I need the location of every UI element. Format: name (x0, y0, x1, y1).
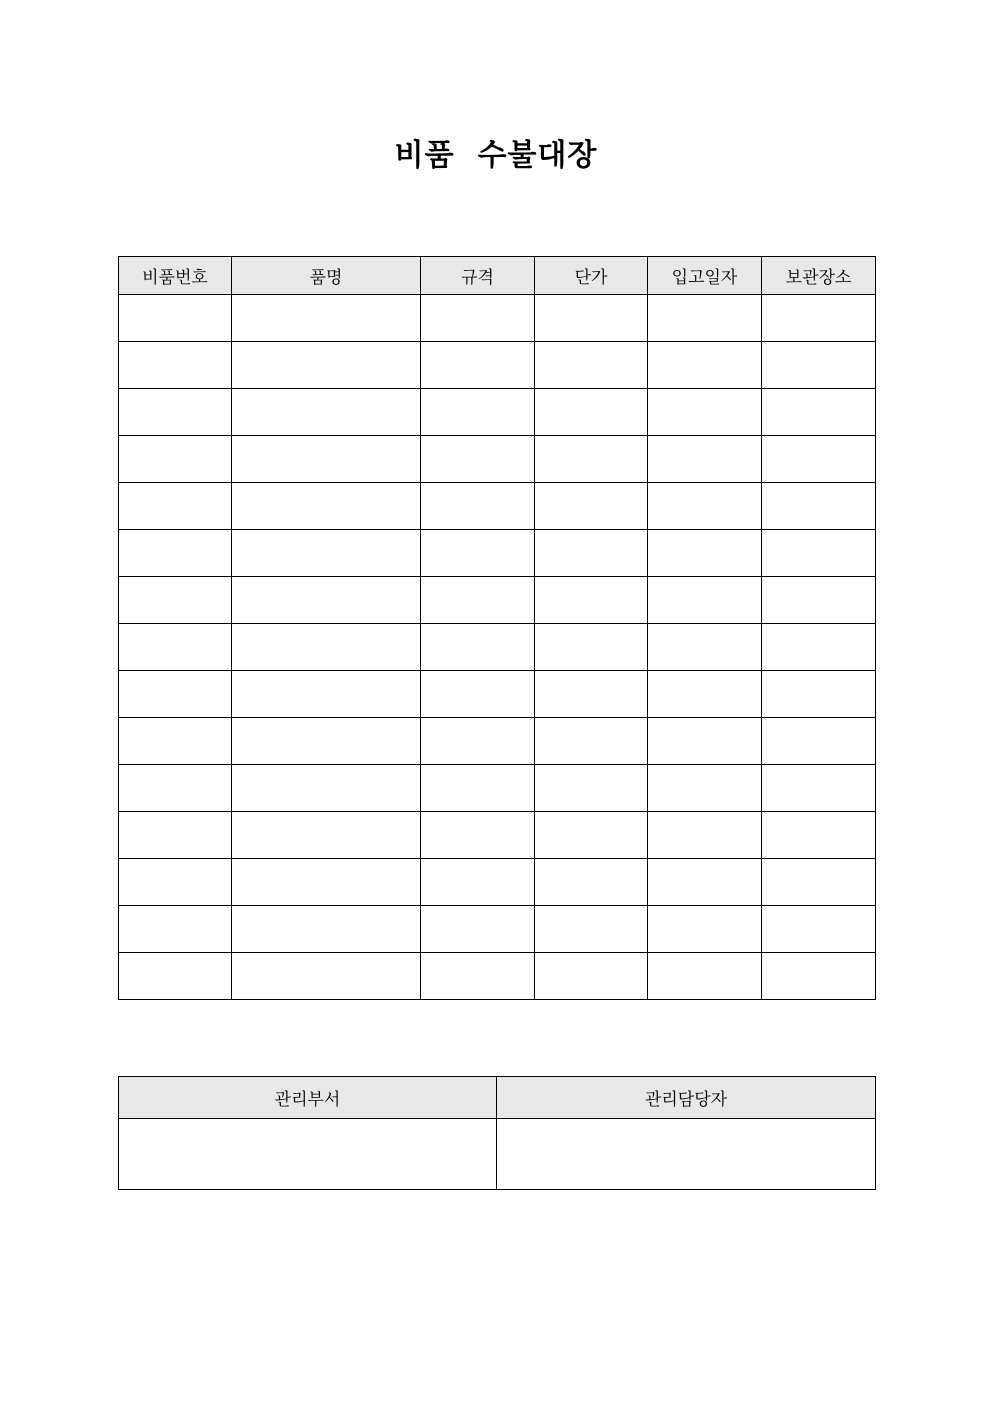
table-cell[interactable] (232, 765, 421, 812)
manager-table (118, 1076, 876, 1190)
table-cell[interactable] (119, 295, 232, 342)
table-cell[interactable] (762, 530, 876, 577)
table-cell[interactable] (119, 389, 232, 436)
table-row (119, 342, 876, 389)
table-cell[interactable] (762, 295, 876, 342)
table-cell[interactable] (232, 718, 421, 765)
table-cell[interactable] (421, 530, 535, 577)
table-cell[interactable] (119, 624, 232, 671)
table-cell[interactable] (535, 765, 648, 812)
table-row (119, 953, 876, 1000)
table-cell[interactable] (232, 812, 421, 859)
table-cell[interactable] (762, 765, 876, 812)
table-cell[interactable] (535, 624, 648, 671)
header-received-date: 입고일자 (648, 257, 762, 295)
table-cell[interactable] (232, 906, 421, 953)
table-cell[interactable] (535, 718, 648, 765)
table-cell[interactable] (762, 671, 876, 718)
table-cell[interactable] (535, 483, 648, 530)
table-cell[interactable] (119, 436, 232, 483)
table-cell[interactable] (119, 812, 232, 859)
table-row (119, 389, 876, 436)
table-row (119, 859, 876, 906)
header-unit-price: 단가 (535, 257, 648, 295)
table-cell[interactable] (648, 765, 762, 812)
table-cell[interactable] (648, 718, 762, 765)
table-row (119, 906, 876, 953)
managing-department-cell[interactable] (119, 1119, 497, 1190)
header-spec: 규격 (421, 257, 535, 295)
table-cell[interactable] (421, 671, 535, 718)
table-cell[interactable] (421, 389, 535, 436)
table-row (119, 577, 876, 624)
ledger-body (119, 295, 876, 1000)
manager-in-charge-cell[interactable] (497, 1119, 876, 1190)
table-cell[interactable] (762, 906, 876, 953)
table-cell[interactable] (648, 483, 762, 530)
table-cell[interactable] (762, 624, 876, 671)
table-cell[interactable] (762, 953, 876, 1000)
table-cell[interactable] (535, 577, 648, 624)
table-cell[interactable] (421, 436, 535, 483)
table-cell[interactable] (535, 671, 648, 718)
header-item-number: 비품번호 (119, 257, 232, 295)
table-cell[interactable] (648, 859, 762, 906)
table-row (119, 671, 876, 718)
table-cell[interactable] (421, 859, 535, 906)
table-cell[interactable] (648, 577, 762, 624)
table-cell[interactable] (119, 953, 232, 1000)
table-cell[interactable] (648, 530, 762, 577)
table-cell[interactable] (762, 859, 876, 906)
table-cell[interactable] (232, 953, 421, 1000)
table-row (119, 718, 876, 765)
header-item-name: 품명 (232, 257, 421, 295)
table-cell[interactable] (421, 342, 535, 389)
table-cell[interactable] (648, 624, 762, 671)
table-cell[interactable] (762, 718, 876, 765)
table-cell[interactable] (119, 859, 232, 906)
table-cell[interactable] (119, 718, 232, 765)
table-cell[interactable] (421, 953, 535, 1000)
table-cell[interactable] (421, 483, 535, 530)
table-cell[interactable] (119, 671, 232, 718)
table-cell[interactable] (421, 624, 535, 671)
manager-value-row (119, 1119, 876, 1190)
table-cell[interactable] (535, 436, 648, 483)
table-row (119, 812, 876, 859)
table-cell[interactable] (535, 389, 648, 436)
table-cell[interactable] (535, 812, 648, 859)
table-cell[interactable] (232, 389, 421, 436)
table-cell[interactable] (648, 342, 762, 389)
table-cell[interactable] (232, 671, 421, 718)
table-cell[interactable] (232, 577, 421, 624)
table-cell[interactable] (762, 389, 876, 436)
table-cell[interactable] (232, 295, 421, 342)
table-cell[interactable] (232, 483, 421, 530)
table-cell[interactable] (232, 530, 421, 577)
table-cell[interactable] (232, 436, 421, 483)
table-row (119, 436, 876, 483)
table-cell[interactable] (232, 624, 421, 671)
table-row (119, 295, 876, 342)
table-cell[interactable] (421, 765, 535, 812)
table-cell[interactable] (535, 530, 648, 577)
table-cell[interactable] (535, 953, 648, 1000)
table-cell[interactable] (119, 577, 232, 624)
manager-header-row (119, 1077, 876, 1119)
header-managing-department: 관리부서 (119, 1077, 497, 1119)
table-cell[interactable] (421, 295, 535, 342)
table-cell[interactable] (421, 577, 535, 624)
table-cell[interactable] (762, 483, 876, 530)
ledger-table (118, 256, 876, 1000)
table-row (119, 530, 876, 577)
table-cell[interactable] (232, 342, 421, 389)
table-cell[interactable] (762, 436, 876, 483)
table-cell[interactable] (535, 295, 648, 342)
table-cell[interactable] (648, 436, 762, 483)
table-cell[interactable] (762, 577, 876, 624)
table-cell[interactable] (535, 342, 648, 389)
table-cell[interactable] (648, 389, 762, 436)
table-cell[interactable] (119, 530, 232, 577)
table-row (119, 483, 876, 530)
table-cell[interactable] (119, 765, 232, 812)
table-cell[interactable] (119, 483, 232, 530)
table-cell[interactable] (648, 906, 762, 953)
table-cell[interactable] (421, 718, 535, 765)
table-cell[interactable] (232, 859, 421, 906)
table-cell[interactable] (535, 906, 648, 953)
table-cell[interactable] (421, 906, 535, 953)
table-cell[interactable] (762, 812, 876, 859)
table-cell[interactable] (648, 671, 762, 718)
table-cell[interactable] (762, 342, 876, 389)
table-cell[interactable] (119, 342, 232, 389)
table-cell[interactable] (648, 812, 762, 859)
table-cell[interactable] (648, 953, 762, 1000)
table-cell[interactable] (535, 859, 648, 906)
table-cell[interactable] (119, 906, 232, 953)
ledger-header-row (119, 257, 876, 295)
table-cell[interactable] (648, 295, 762, 342)
table-cell[interactable] (421, 812, 535, 859)
table-row (119, 765, 876, 812)
header-storage-location: 보관장소 (762, 257, 876, 295)
page-title: 비품 수불대장 (394, 138, 598, 173)
table-row (119, 624, 876, 671)
header-manager-in-charge: 관리담당자 (497, 1077, 876, 1119)
